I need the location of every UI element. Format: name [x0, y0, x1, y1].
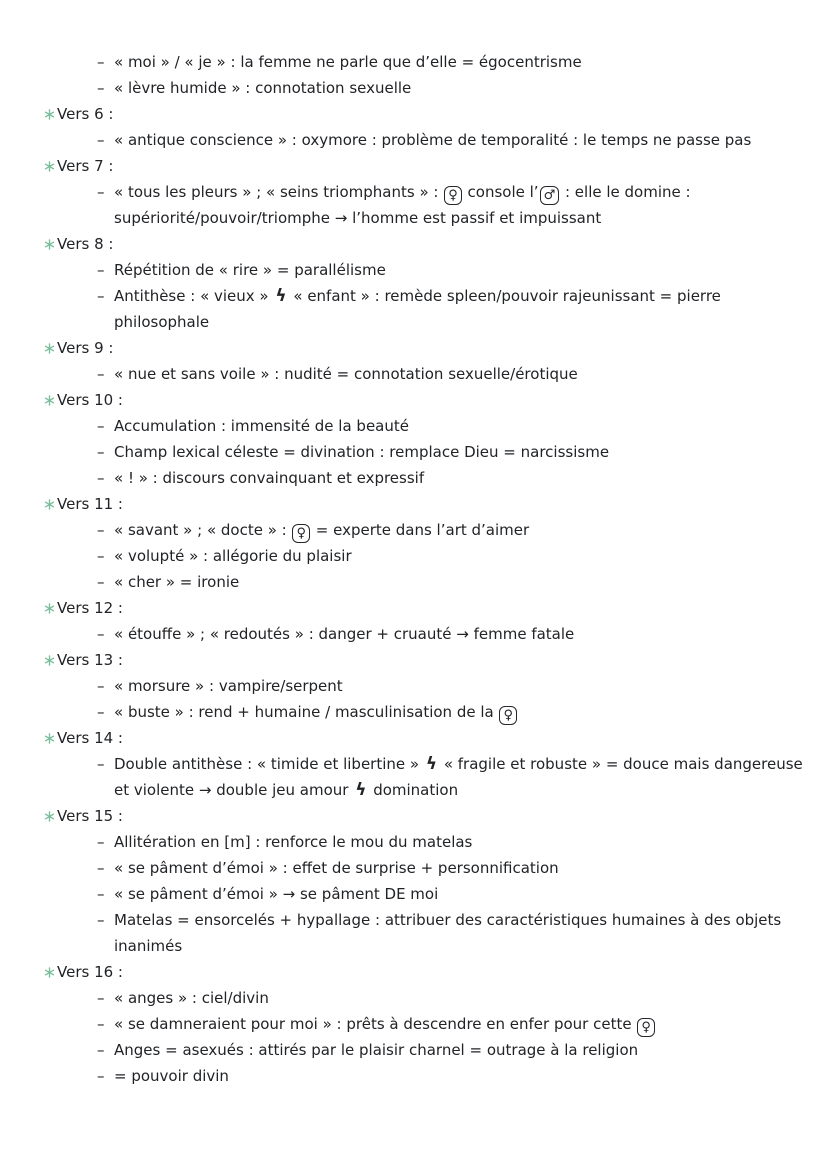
section-header-label: Vers 7 :	[57, 157, 114, 175]
dash-bullet-icon: –	[97, 885, 105, 903]
star-bullet-icon	[44, 733, 55, 744]
star-bullet-icon	[44, 603, 55, 614]
male-sign-icon: ♂	[540, 186, 560, 205]
list-item	[0, 985, 828, 1011]
list-item	[0, 907, 828, 959]
bullet-text: « tous les pleurs » ; « seins triomphants » : ♀ console l’ ♂ : elle le domine : supériorité/pouvoir/triomphe → l’homme est passif et impuissant	[114, 183, 691, 227]
dash-bullet-icon: –	[97, 365, 105, 383]
female-sign-icon: ♀	[444, 186, 462, 205]
dash-bullet-icon: –	[97, 1041, 105, 1059]
section-header	[0, 101, 828, 127]
list-item	[0, 75, 828, 101]
bullet-text: « savant » ; « docte » : ♀ = experte dans l’art d’aimer	[114, 521, 530, 541]
bullet-text: Champ lexical céleste = divination : remplace Dieu = narcissisme	[114, 443, 610, 461]
bullet-text: « étouffe » ; « redoutés » : danger + cruauté → femme fatale	[114, 625, 575, 643]
dash-bullet-icon: –	[97, 573, 105, 591]
bullet-text: « se pâment d’émoi » : effet de surprise + personnification	[114, 859, 559, 877]
star-bullet-icon	[44, 109, 55, 120]
list-item	[0, 751, 828, 803]
section-header-label: Vers 10 :	[57, 391, 123, 409]
section-header-label: Vers 6 :	[57, 105, 114, 123]
bullet-text: Répétition de « rire » = parallélisme	[114, 261, 386, 279]
star-bullet-icon	[44, 499, 55, 510]
dash-bullet-icon: –	[97, 1015, 105, 1033]
section-header-label: Vers 15 :	[57, 807, 123, 825]
bullet-text: Matelas = ensorcelés + hypallage : attribuer des caractéristiques humaines à des objets inanimés	[114, 911, 782, 955]
list-item	[0, 127, 828, 153]
star-bullet-icon	[44, 395, 55, 406]
dash-bullet-icon: –	[97, 53, 105, 71]
bullet-text: « se pâment d’émoi » → se pâment DE moi	[114, 885, 439, 903]
list-item	[0, 673, 828, 699]
section-header-label: Vers 11 :	[57, 495, 123, 513]
dash-bullet-icon: –	[97, 1067, 105, 1085]
section-header-label: Vers 16 :	[57, 963, 123, 981]
section-header	[0, 387, 828, 413]
bullet-text: Accumulation : immensité de la beauté	[114, 417, 409, 435]
section-header	[0, 491, 828, 517]
dash-bullet-icon: –	[97, 833, 105, 851]
female-sign-icon: ♀	[292, 524, 310, 543]
dash-bullet-icon: –	[97, 755, 105, 773]
list-item	[0, 881, 828, 907]
section-header-label: Vers 12 :	[57, 599, 123, 617]
star-bullet-icon	[44, 655, 55, 666]
dash-bullet-icon: –	[97, 287, 105, 305]
bullet-text: Double antithèse : « timide et libertine » ϟ « fragile et robuste » = douce mais dangereuse et violente → double jeu amour ϟ domination	[114, 754, 803, 800]
bullet-text: « lèvre humide » : connotation sexuelle	[114, 79, 412, 97]
dash-bullet-icon: –	[97, 131, 105, 149]
section-header-label: Vers 9 :	[57, 339, 114, 357]
dash-bullet-icon: –	[97, 469, 105, 487]
dash-bullet-icon: –	[97, 79, 105, 97]
female-sign-icon: ♀	[637, 1018, 655, 1037]
list-item	[0, 49, 828, 75]
bullet-text: « nue et sans voile » : nudité = connotation sexuelle/érotique	[114, 365, 578, 383]
section-header	[0, 335, 828, 361]
lightning-bolt-icon: ϟ	[355, 780, 367, 800]
list-item	[0, 829, 828, 855]
star-bullet-icon	[44, 967, 55, 978]
list-item	[0, 413, 828, 439]
dash-bullet-icon: –	[97, 989, 105, 1007]
list-item	[0, 179, 828, 231]
dash-bullet-icon: –	[97, 625, 105, 643]
bullet-text: = pouvoir divin	[114, 1067, 229, 1085]
section-header	[0, 959, 828, 985]
star-bullet-icon	[44, 811, 55, 822]
lightning-bolt-icon: ϟ	[425, 754, 438, 774]
list-item	[0, 855, 828, 881]
dash-bullet-icon: –	[97, 183, 105, 201]
list-item	[0, 1011, 828, 1037]
list-item	[0, 283, 828, 335]
bullet-text: Allitération en [m] : renforce le mou du matelas	[114, 833, 473, 851]
list-item	[0, 257, 828, 283]
bullet-text: « anges » : ciel/divin	[114, 989, 269, 1007]
section-header	[0, 153, 828, 179]
dash-bullet-icon: –	[97, 859, 105, 877]
bullet-text: « cher » = ironie	[114, 573, 240, 591]
dash-bullet-icon: –	[97, 443, 105, 461]
bullet-text: « antique conscience » : oxymore : problème de temporalité : le temps ne passe pas	[114, 131, 752, 149]
section-header	[0, 725, 828, 751]
section-header	[0, 647, 828, 673]
section-header-label: Vers 14 :	[57, 729, 123, 747]
list-item	[0, 569, 828, 595]
list-item	[0, 543, 828, 569]
list-item	[0, 517, 828, 543]
star-bullet-icon	[44, 239, 55, 250]
list-item	[0, 621, 828, 647]
dash-bullet-icon: –	[97, 911, 105, 929]
star-bullet-icon	[44, 343, 55, 354]
bullet-text: « morsure » : vampire/serpent	[114, 677, 343, 695]
section-header-label: Vers 8 :	[57, 235, 114, 253]
bullet-text: « volupté » : allégorie du plaisir	[114, 547, 352, 565]
bullet-text: « ! » : discours convainquant et expressif	[114, 469, 425, 487]
bullet-text: Antithèse : « vieux » ϟ « enfant » : remède spleen/pouvoir rajeunissant = pierre philosophale	[114, 286, 721, 331]
section-header-label: Vers 13 :	[57, 651, 123, 669]
section-header	[0, 231, 828, 257]
female-sign-icon: ♀	[499, 706, 517, 725]
section-header	[0, 803, 828, 829]
section-header	[0, 595, 828, 621]
list-item	[0, 1063, 828, 1089]
dash-bullet-icon: –	[97, 677, 105, 695]
bullet-text: « moi » / « je » : la femme ne parle que d’elle = égocentrisme	[114, 53, 582, 71]
star-bullet-icon	[44, 161, 55, 172]
bullet-text: « se damneraient pour moi » : prêts à descendre en enfer pour cette ♀	[114, 1015, 656, 1033]
bullet-text: « buste » : rend + humaine / masculinisation de la ♀	[114, 703, 518, 721]
dash-bullet-icon: –	[97, 261, 105, 279]
list-item	[0, 361, 828, 387]
dash-bullet-icon: –	[97, 703, 105, 721]
list-item	[0, 699, 828, 725]
list-item	[0, 1037, 828, 1063]
bullet-text: Anges = asexués : attirés par le plaisir charnel = outrage à la religion	[114, 1041, 639, 1059]
dash-bullet-icon: –	[97, 521, 105, 539]
dash-bullet-icon: –	[97, 417, 105, 435]
list-item	[0, 439, 828, 465]
lightning-bolt-icon: ϟ	[275, 286, 287, 306]
dash-bullet-icon: –	[97, 547, 105, 565]
list-item	[0, 465, 828, 491]
